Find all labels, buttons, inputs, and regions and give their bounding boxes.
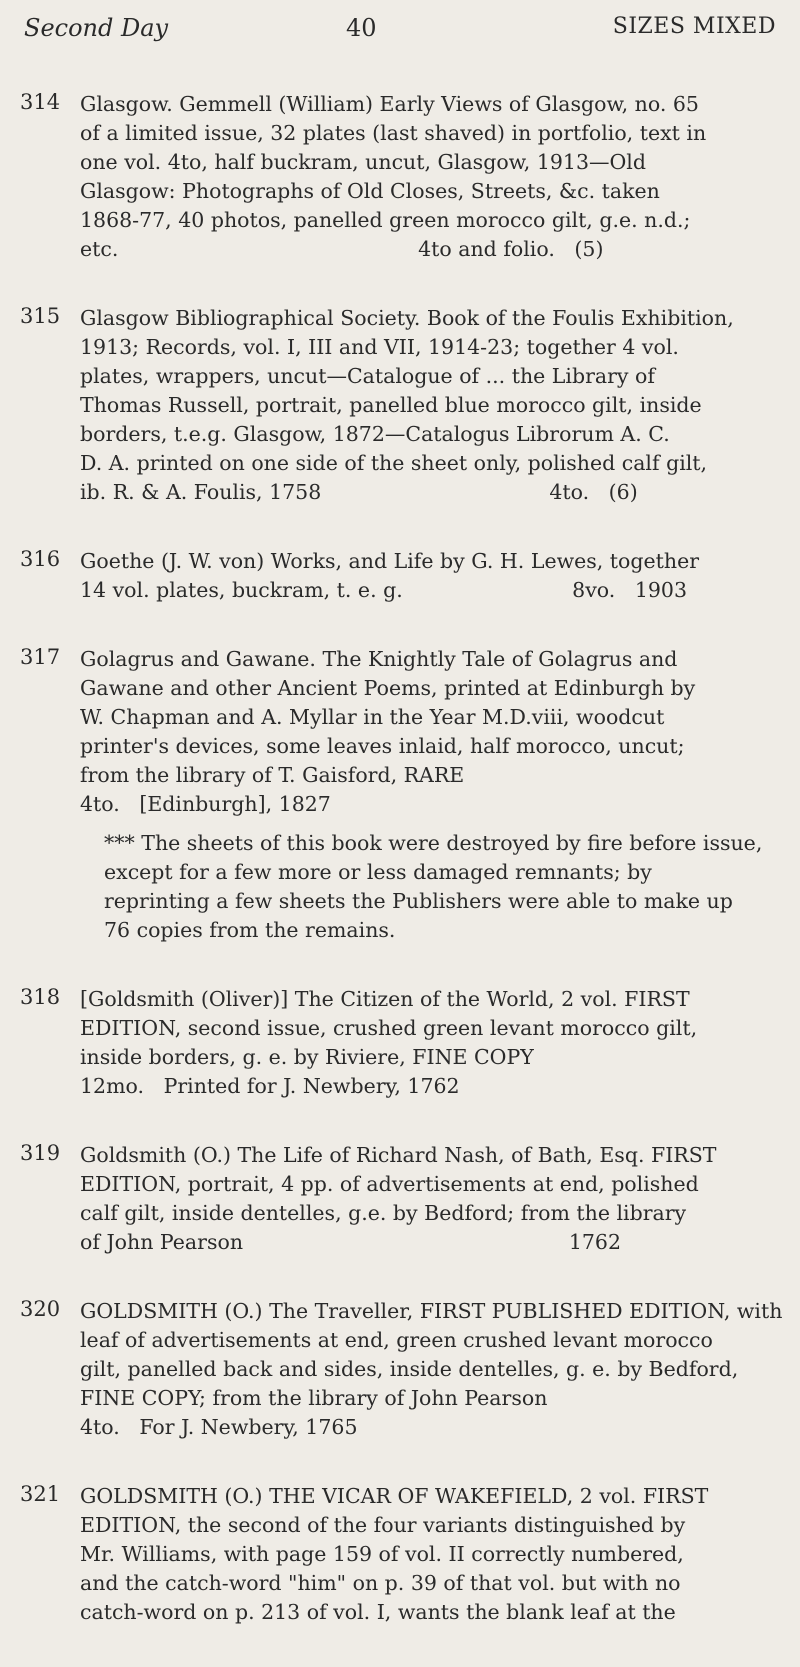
page-number: 40 (346, 14, 377, 42)
description-line: Mr. Williams, with page 159 of vol. II correctly numbered, (80, 1542, 684, 1566)
lot-note (104, 829, 768, 945)
description-line: EDITION, second issue, crushed green levant morocco gilt, (80, 1016, 698, 1040)
description-line: GOLDSMITH (O.) THE VICAR OF WAKEFIELD, 2 vol. FIRST (80, 1484, 709, 1508)
description-line: FINE COPY; from the library of John Pearson (80, 1386, 548, 1410)
description-line: ib. R. & A. Foulis, 1758 4to. (6) (80, 480, 638, 504)
lot-description (80, 547, 770, 605)
description-line: Golagrus and Gawane. The Knightly Tale of Golagrus and (80, 647, 678, 671)
description-line: of a limited issue, 32 plates (last shaved) in portfolio, text in (80, 121, 707, 145)
description-line: printer's devices, some leaves inlaid, half morocco, uncut; (80, 734, 685, 758)
page-header (24, 14, 776, 54)
description-line: from the library of T. Gaisford, RARE (80, 763, 465, 787)
lot-description (80, 1297, 783, 1442)
lot-entry (20, 304, 780, 507)
description-line: plates, wrappers, uncut—Catalogue of ... the Library of (80, 364, 655, 388)
lot-number: 320 (20, 1297, 61, 1321)
description-line: 4to. For J. Newbery, 1765 (80, 1415, 358, 1439)
description-line: EDITION, portrait, 4 pp. of advertisements at end, polished (80, 1172, 699, 1196)
lot-number: 317 (20, 645, 61, 669)
description-line: etc. 4to and folio. (5) (80, 237, 604, 261)
description-line: Glasgow: Photographs of Old Closes, Streets, &c. taken (80, 179, 660, 203)
description-line: D. A. printed on one side of the sheet only, polished calf gilt, (80, 451, 708, 475)
lot-number: 316 (20, 547, 61, 571)
lot-description (80, 1141, 770, 1257)
lot-entry (20, 645, 780, 945)
description-line: of John Pearson 1762 (80, 1230, 622, 1254)
description-line: GOLDSMITH (O.) The Traveller, FIRST PUBLISHED EDITION, with (80, 1299, 783, 1323)
lot-number: 314 (20, 90, 61, 114)
lot-entry (20, 1297, 783, 1442)
lot-entry (20, 1141, 780, 1257)
lot-description (80, 985, 770, 1101)
description-line: 14 vol. plates, buckram, t. e. g. 8vo. 1903 (80, 578, 688, 602)
note-line: reprinting a few sheets the Publishers were able to make up (104, 889, 733, 913)
header-section: SIZES MIXED (612, 14, 776, 39)
lot-number: 315 (20, 304, 61, 328)
description-line: 4to. [Edinburgh], 1827 (80, 792, 331, 816)
lot-entry (20, 547, 780, 605)
lot-description (80, 1482, 770, 1627)
lot-list (20, 90, 783, 1667)
description-line: Glasgow Bibliographical Society. Book of the Foulis Exhibition, (80, 306, 734, 330)
note-line: 76 copies from the remains. (104, 918, 396, 942)
lot-entry (20, 1482, 780, 1627)
description-line: calf gilt, inside dentelles, g.e. by Bedford; from the library (80, 1201, 687, 1225)
note-line: except for a few more or less damaged remnants; by (104, 860, 652, 884)
description-line: inside borders, g. e. by Riviere, FINE COPY (80, 1045, 534, 1069)
description-line: catch-word on p. 213 of vol. I, wants the blank leaf at the (80, 1600, 676, 1624)
lot-description (80, 90, 770, 264)
description-line: 1868-77, 40 photos, panelled green morocco gilt, g.e. n.d.; (80, 208, 691, 232)
description-line: 12mo. Printed for J. Newbery, 1762 (80, 1074, 460, 1098)
description-line: Thomas Russell, portrait, panelled blue morocco gilt, inside (80, 393, 702, 417)
description-line: Glasgow. Gemmell (William) Early Views of Glasgow, no. 65 (80, 92, 699, 116)
lot-entry (20, 90, 780, 264)
description-line: borders, t.e.g. Glasgow, 1872—Catalogus Librorum A. C. (80, 422, 670, 446)
lot-number: 318 (20, 985, 61, 1009)
description-line: EDITION, the second of the four variants distinguished by (80, 1513, 686, 1537)
description-line: Goethe (J. W. von) Works, and Life by G. H. Lewes, together (80, 549, 700, 573)
description-line: W. Chapman and A. Myllar in the Year M.D.viii, woodcut (80, 705, 665, 729)
description-line: and the catch-word "him" on p. 39 of that vol. but with no (80, 1571, 681, 1595)
lot-number: 321 (20, 1482, 61, 1506)
header-day: Second Day (24, 14, 169, 42)
description-line: gilt, panelled back and sides, inside dentelles, g. e. by Bedford, (80, 1357, 739, 1381)
description-line: 1913; Records, vol. I, III and VII, 1914-23; together 4 vol. (80, 335, 679, 359)
description-line: [Goldsmith (Oliver)] The Citizen of the World, 2 vol. FIRST (80, 987, 690, 1011)
description-line: leaf of advertisements at end, green crushed levant morocco (80, 1328, 713, 1352)
description-line: Goldsmith (O.) The Life of Richard Nash, of Bath, Esq. FIRST (80, 1143, 717, 1167)
description-line: one vol. 4to, half buckram, uncut, Glasgow, 1913—Old (80, 150, 646, 174)
lot-number: 319 (20, 1141, 61, 1165)
lot-description (80, 304, 770, 507)
lot-entry (20, 985, 780, 1101)
description-line: Gawane and other Ancient Poems, printed at Edinburgh by (80, 676, 696, 700)
note-line: *** The sheets of this book were destroyed by fire before issue, (104, 831, 763, 855)
lot-description (80, 645, 770, 819)
